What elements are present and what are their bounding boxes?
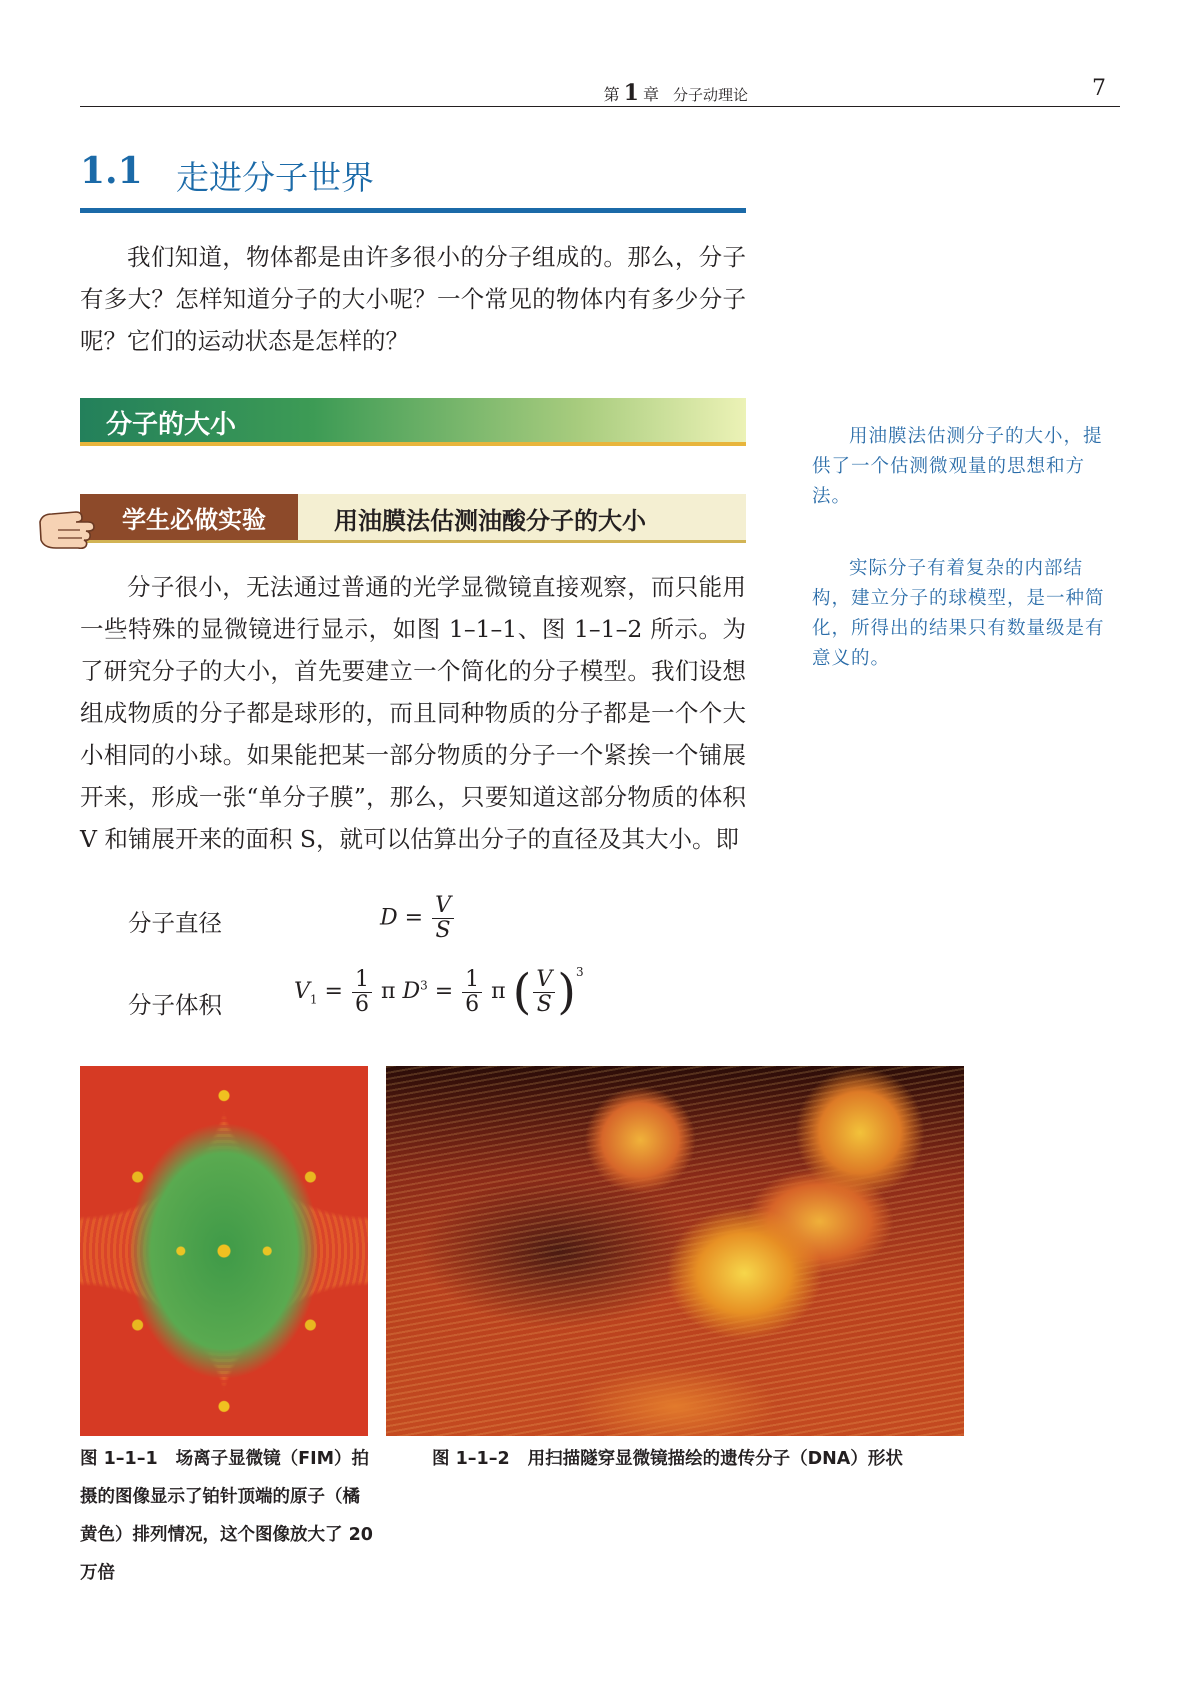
experiment-bar [80, 494, 746, 543]
experiment-title: 用油膜法估测油酸分子的大小 [334, 507, 646, 535]
section-title-text: 走进分子世界 [176, 158, 374, 197]
denominator-6: 6 [354, 991, 369, 1017]
formula-diameter-label: 分子直径 [128, 909, 222, 937]
body-paragraph: 分子很小，无法通过普通的光学显微镜直接观察，而只能用一些特殊的显微镜进行显示，如图 1–1–1、图 1–1–2 所示。为了研究分子的大小，首先要建立一个简化的分子模型。我们设想组成物质的分子都是球形的，而且同种物质的分子都是一个个大小相同的小球。如果能把某一部分物质的分子一个紧挨一个铺展开来，形成一张“单分子膜”，那么，只要知道这部分物质的体积 V 和铺展开来的面积 S，就可以估算出分子的直径及其大小。即 [80, 573, 746, 853]
pi-symbol-2: π [491, 979, 506, 1004]
numerator-1b: 1 [462, 968, 482, 993]
chapter-title: 分子动理论 [672, 86, 748, 104]
pi-symbol: π [380, 979, 396, 1004]
diameter-equation [380, 894, 456, 943]
symbol-D: D [380, 905, 398, 931]
chapter-prefix: 第 [603, 85, 620, 104]
figure-1-caption [80, 1440, 376, 1592]
denominator-s: S [435, 918, 451, 943]
figure-fim-image [80, 1066, 368, 1436]
fraction-one-sixth-2 [462, 968, 482, 1017]
experiment-tag-label: 学生必做实验 [122, 506, 266, 534]
fraction-v-over-s [432, 894, 454, 943]
right-paren: ) [557, 964, 576, 1020]
figure-2-caption [432, 1440, 992, 1478]
page-number: 7 [1092, 76, 1106, 101]
side-note-1: 用油膜法估测分子的大小，提供了一个估测微观量的思想和方法。 [812, 426, 1103, 507]
section-title [80, 148, 746, 213]
denominator-s2: S [536, 991, 552, 1017]
left-paren: ( [512, 964, 532, 1020]
equals-sign: = [404, 905, 424, 931]
symbol-D-cubed: D [402, 979, 421, 1004]
figure-1-caption-text: 场离子显微镜（FIM）拍摄的图像显示了铂针顶端的原子（橘黄色）排列情况，这个图像放大了 20 万倍 [80, 1449, 373, 1583]
volume-equation [294, 964, 584, 1020]
side-note-2: 实际分子有着复杂的内部结构，建立分子的球模型，是一种简化，所得出的结果只有数量级是有意义的。 [812, 558, 1105, 669]
intro-paragraph: 我们知道，物体都是由许多很小的分子组成的。那么，分子有多大？怎样知道分子的大小呢？一个常见的物体内有多少分子呢？它们的运动状态是怎样的？ [80, 243, 746, 355]
subscript-1: 1 [309, 992, 318, 1007]
figure-2-caption-text: 用扫描隧穿显微镜描绘的遗传分子（DNA）形状 [527, 1449, 903, 1469]
experiment-tag [80, 494, 298, 540]
formula-volume-label: 分子体积 [128, 991, 222, 1019]
subsection-title: 分子的大小 [106, 410, 237, 440]
superscript-3: 3 [420, 978, 428, 993]
subsection-banner [80, 398, 746, 446]
equals-sign-2: = [434, 979, 454, 1004]
figure-1-number: 图 1–1–1 [80, 1449, 158, 1469]
symbol-V1: V [294, 979, 310, 1004]
page-header [80, 74, 1120, 107]
numerator-v2: V [533, 968, 555, 993]
denominator-6b: 6 [465, 991, 480, 1017]
chapter-number: 1 [623, 80, 639, 106]
pointing-hand-icon [36, 500, 100, 554]
chapter-suffix: 章 [642, 85, 659, 104]
superscript-3b: 3 [575, 965, 584, 979]
figure-dna-stm-image [386, 1066, 964, 1436]
section-number: 1.1 [80, 150, 143, 192]
numerator-1: 1 [352, 968, 372, 993]
chapter-heading [604, 80, 748, 106]
equals-sign-1: = [324, 979, 343, 1004]
fraction-v-over-s-2 [533, 968, 555, 1017]
figure-2-number: 图 1–1–2 [432, 1449, 510, 1469]
numerator-v: V [432, 894, 454, 919]
fraction-one-sixth [352, 968, 372, 1017]
